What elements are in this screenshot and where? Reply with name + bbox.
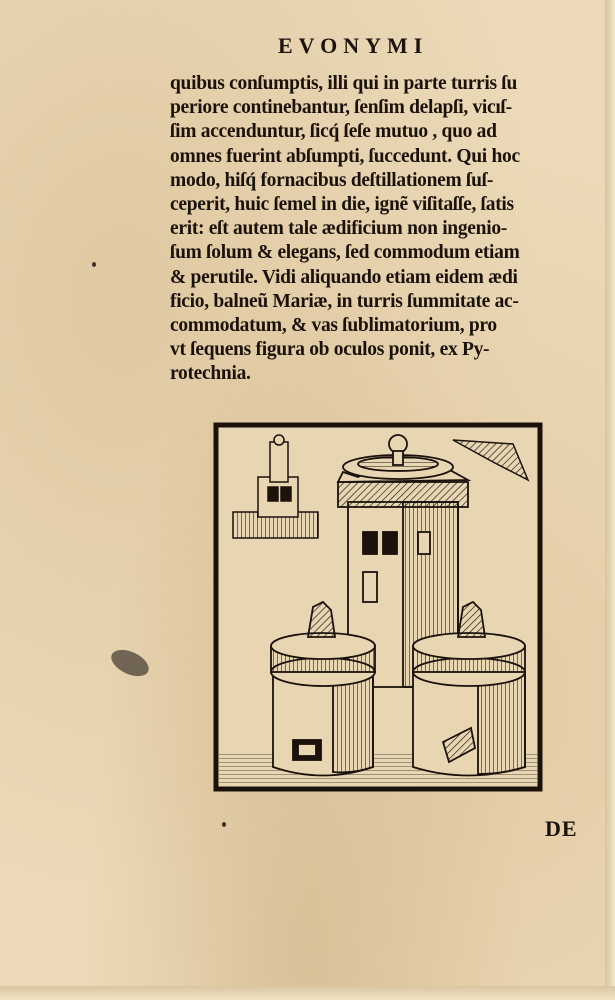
text-line: rotechnia. <box>170 363 251 385</box>
speck <box>222 822 226 827</box>
text-line: & perutile. Vidi aliquando etiam eidem ædi <box>170 266 518 288</box>
text-line: commodatum, & vas ſublimatorium, pro <box>170 315 497 337</box>
text-line: vt ſequens figura ob oculos ponit, ex Py- <box>170 339 490 361</box>
text-line: modo, hiſq́ fornacibus deſtillationem ſuſ- <box>170 169 494 191</box>
text-line: ficio, balneũ Mariæ, in turris ſummitate ac- <box>170 290 519 312</box>
page-edge-right <box>605 0 615 1000</box>
text-line: quibus conſumptis, illi qui in parte turris ſu <box>170 73 518 94</box>
text-line: ſim accenduntur, ſicq́ ſeſe mutuo , quo ad <box>170 121 497 143</box>
ink-stain <box>107 645 153 682</box>
catchword: DE <box>545 816 578 841</box>
text-line: ſum ſolum & elegans, ſed commodum etiam <box>170 242 520 264</box>
running-head: EVONYMI <box>278 33 429 58</box>
woodcut-tower-furnace-illustration <box>213 422 543 792</box>
text-line: erit: eſt autem tale ædificium non ingenio- <box>170 218 507 240</box>
text-line: periore continebantur, ſenſim delapſi, vicıſ- <box>170 97 512 119</box>
text-line: omnes fuerint abſumpti, ſuccedunt. Qui hoc <box>170 145 520 167</box>
text-line: ceperit, huic ſemel in die, ignẽ viſitaſſe, ſatis <box>170 194 514 216</box>
speck <box>92 262 96 267</box>
page-edge-bottom <box>0 986 615 1000</box>
body-text <box>170 72 600 387</box>
